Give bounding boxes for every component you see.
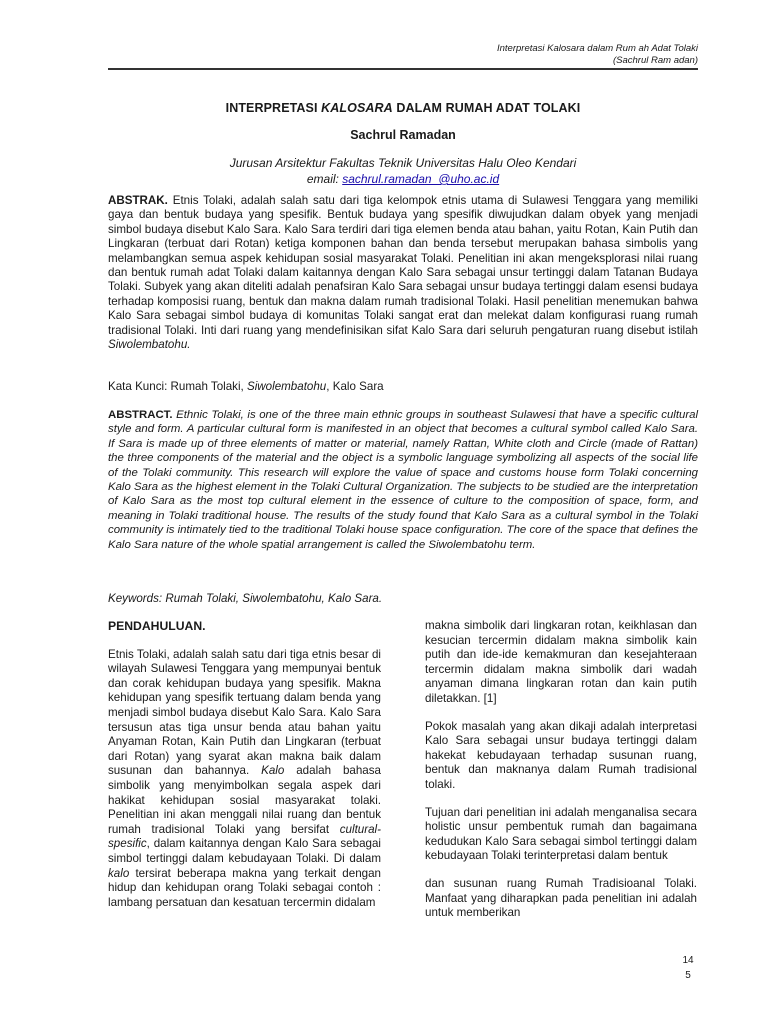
- intro-paragraph-1: [108, 648, 381, 911]
- intro-text-b: adalah bahasa simbolik yang menyimbolkan segala aspek dari hakikat kehidupan sosial masyarakat tolaki. Penelitian ini akan menggali nilai ruang dan bentuk rumah tradisional Tolaki yang bersifat: [108, 764, 382, 836]
- section-heading-pendahuluan: PENDAHULUAN.: [108, 619, 206, 633]
- page-number: [676, 953, 700, 983]
- kata-kunci-prefix: Kata Kunci: Rumah Tolaki,: [108, 380, 247, 393]
- title-part-1: INTERPRETASI: [225, 101, 322, 115]
- running-header: [298, 43, 698, 67]
- left-column: [108, 619, 381, 923]
- email-line: [108, 171, 698, 187]
- intro-kalo-1: Kalo: [261, 764, 285, 778]
- running-header-author: (Sachrul Ram adan): [612, 55, 698, 66]
- intro-paragraph-right-2: Pokok masalah yang akan dikaji adalah interpretasi Kalo Sara sebagai unsur budaya tertinggi dalam hakekat kebudayaan terhadap susunan ruang, bentuk dan maknanya dalam Rumah tradisional tolaki.: [425, 719, 697, 791]
- abstrak-term: Siwolembatohu.: [108, 338, 191, 352]
- intro-paragraph-right-1: makna simbolik dari lingkaran rotan, keikhlasan dan kesucian tercermin didalam makna simbolik kain putih dan ide-ide kemakmuran dan kesejahteraan tercermin didalam makna simbolik dari wadah anyaman dimana lingkaran rotan dan kain putih diletakkan. [1]: [425, 619, 697, 705]
- abstract-body: Ethnic Tolaki, is one of the three main ethnic groups in southeast Sulawesi that have a specific cultural style and form. A particular cultural form is manifested in an object that becomes a cultural symbol called Kalo Sara. If Sara is made up of three elements of matter or material, namely Rattan, White cloth and Circle (made of Rattan) the three components of the material and the object is a symbolic language symbolizing all aspects of the social life of the Tolaki community. This research will explore the value of space and customs house form Tolaki concerning Kalo Sara as the highest element in the Tolaki Cultural Organization. The subjects to be studied are the interpretation of Kalo Sara as the most top cultural element in the essence of culture to the composition of space, form, and meaning in Tolaki traditional house. The results of the study found that Kalo Sara as a cultural symbol in the Tolaki community is intimately tied to the traditional Tolaki house space configuration. The core of the space that defines the Kalo Sara nature of the whole spatial arrangement is called the Siwolembatohu term.: [108, 409, 698, 551]
- intro-paragraph-right-4: dan susunan ruang Rumah Tradisioanal Tolaki. Manfaat yang diharapkan pada penelitian ini adalah untuk memberikan: [425, 876, 697, 920]
- keywords: Keywords: Rumah Tolaki, Siwolembatohu, Kalo Sara.: [108, 592, 383, 605]
- email-link[interactable]: sachrul.ramadan_@uho.ac.id: [342, 172, 500, 186]
- institution: Jurusan Arsitektur Fakultas Teknik Universitas Halu Oleo Kendari: [229, 156, 577, 170]
- intro-cultural-spesific: cultural-spesific: [108, 822, 381, 851]
- abstrak-label: ABSTRAK.: [108, 194, 168, 207]
- email-label: email:: [306, 172, 343, 186]
- header-divider: [108, 68, 698, 70]
- abstrak-body: Etnis Tolaki, adalah salah satu dari tiga kelompok etnis utama di Sulawesi Tenggara yang memiliki gaya dan bentuk budaya yang spesifik. Bentuk budaya yang spesifik diwujudkan dalam obyek yang menjadi simbol budaya disebut Kalo Sara. Kalo Sara terdiri dari tiga elemen benda atau bahan, yaitu Rotan, Kain Putih dan Lingkaran (terbuat dari Rotan) ketiga komponen bahan dan benda tersebut merupakan bahasa simbolis yang melambangkan semua aspek kehidupan sosial masyarakat Tolaki. Penelitian ini akan mengeksplorasi nilai ruang dan bentuk rumah adat Tolaki dalam kaitannya dengan Kalo Sara sebagai unsur tertinggi dalam Tatanan Budaya Tolaki. Subyek yang akan diteliti adalah penafsiran Kalo Sara sebagai unsur budaya tertinggi dalam esensi budaya terhadap komposisi ruang, bentuk dan makna dalam rumah tradisional Tolaki. Hasil penelitian menemukan bahwa Kalo Sara sebagai simbol budaya di komunitas Tolaki sangat erat dan melekat dalam konfigurasi ruang rumah tradisional Tolaki. Inti dari ruang yang mendefinisikan sifat Kalo Sara dari seluruh pengaturan ruang disebut istilah: [108, 194, 698, 337]
- kata-kunci-suffix: , Kalo Sara: [326, 380, 384, 393]
- intro-text-d: tersirat beberapa makna yang terkait dengan hidup dan kehidupan orang Tolaki sebagai contoh : lambang persatuan dan kesatuan tercermin didalam: [108, 866, 381, 909]
- kata-kunci: [108, 380, 698, 394]
- intro-paragraph-right-3: Tujuan dari penelitian ini adalah menganalisa secara holistic unsur pembentuk rumah dan bagaimana kedudukan Kalo Sara sebagai simbol tertinggi dalam kebudayaan Tolaki terinterpretasi dalam bentuk: [425, 805, 697, 863]
- abstract-label: ABSTRACT.: [108, 409, 173, 421]
- page-number-line-1: 14: [682, 955, 694, 966]
- paper-title: [108, 101, 698, 115]
- page-number-line-2: 5: [685, 970, 691, 981]
- title-part-3: DALAM RUMAH ADAT TOLAKI: [392, 101, 581, 115]
- right-column: [425, 619, 697, 934]
- author-name: Sachrul Ramadan: [350, 128, 456, 142]
- intro-text-a: Etnis Tolaki, adalah salah satu dari tiga etnis besar di wilayah Sulawesi Tenggara yang mempunyai bentuk dan corak kehidupan budaya yang spesifik. Makna kehidupan yang spesifik tertuang dalam benda yang menjadi simbol budaya disebut Kalo Sara. Kalo Sara tersusun atas tiga unsur benda atau bahan yaitu Anyaman Rotan, Kain Putih dan Lingkaran (terbuat dari Rotan) yang syarat akan makna baik dalam susunan dan bahannya.: [108, 647, 381, 778]
- running-header-title: Interpretasi Kalosara dalam Rum ah Adat Tolaki: [496, 43, 698, 54]
- title-kalosara: KALOSARA: [321, 101, 393, 115]
- kata-kunci-term: Siwolembatohu: [246, 380, 327, 393]
- intro-text-c: , dalam kaitannya dengan Kalo Sara sebagai simbol tertinggi dalam kebudayaan Tolaki. Di dalam: [108, 837, 381, 865]
- affiliation: [108, 155, 698, 187]
- intro-kalo-2: kalo: [108, 866, 130, 880]
- abstrak-paragraph: [108, 194, 698, 352]
- abstract-english-paragraph: [108, 408, 698, 552]
